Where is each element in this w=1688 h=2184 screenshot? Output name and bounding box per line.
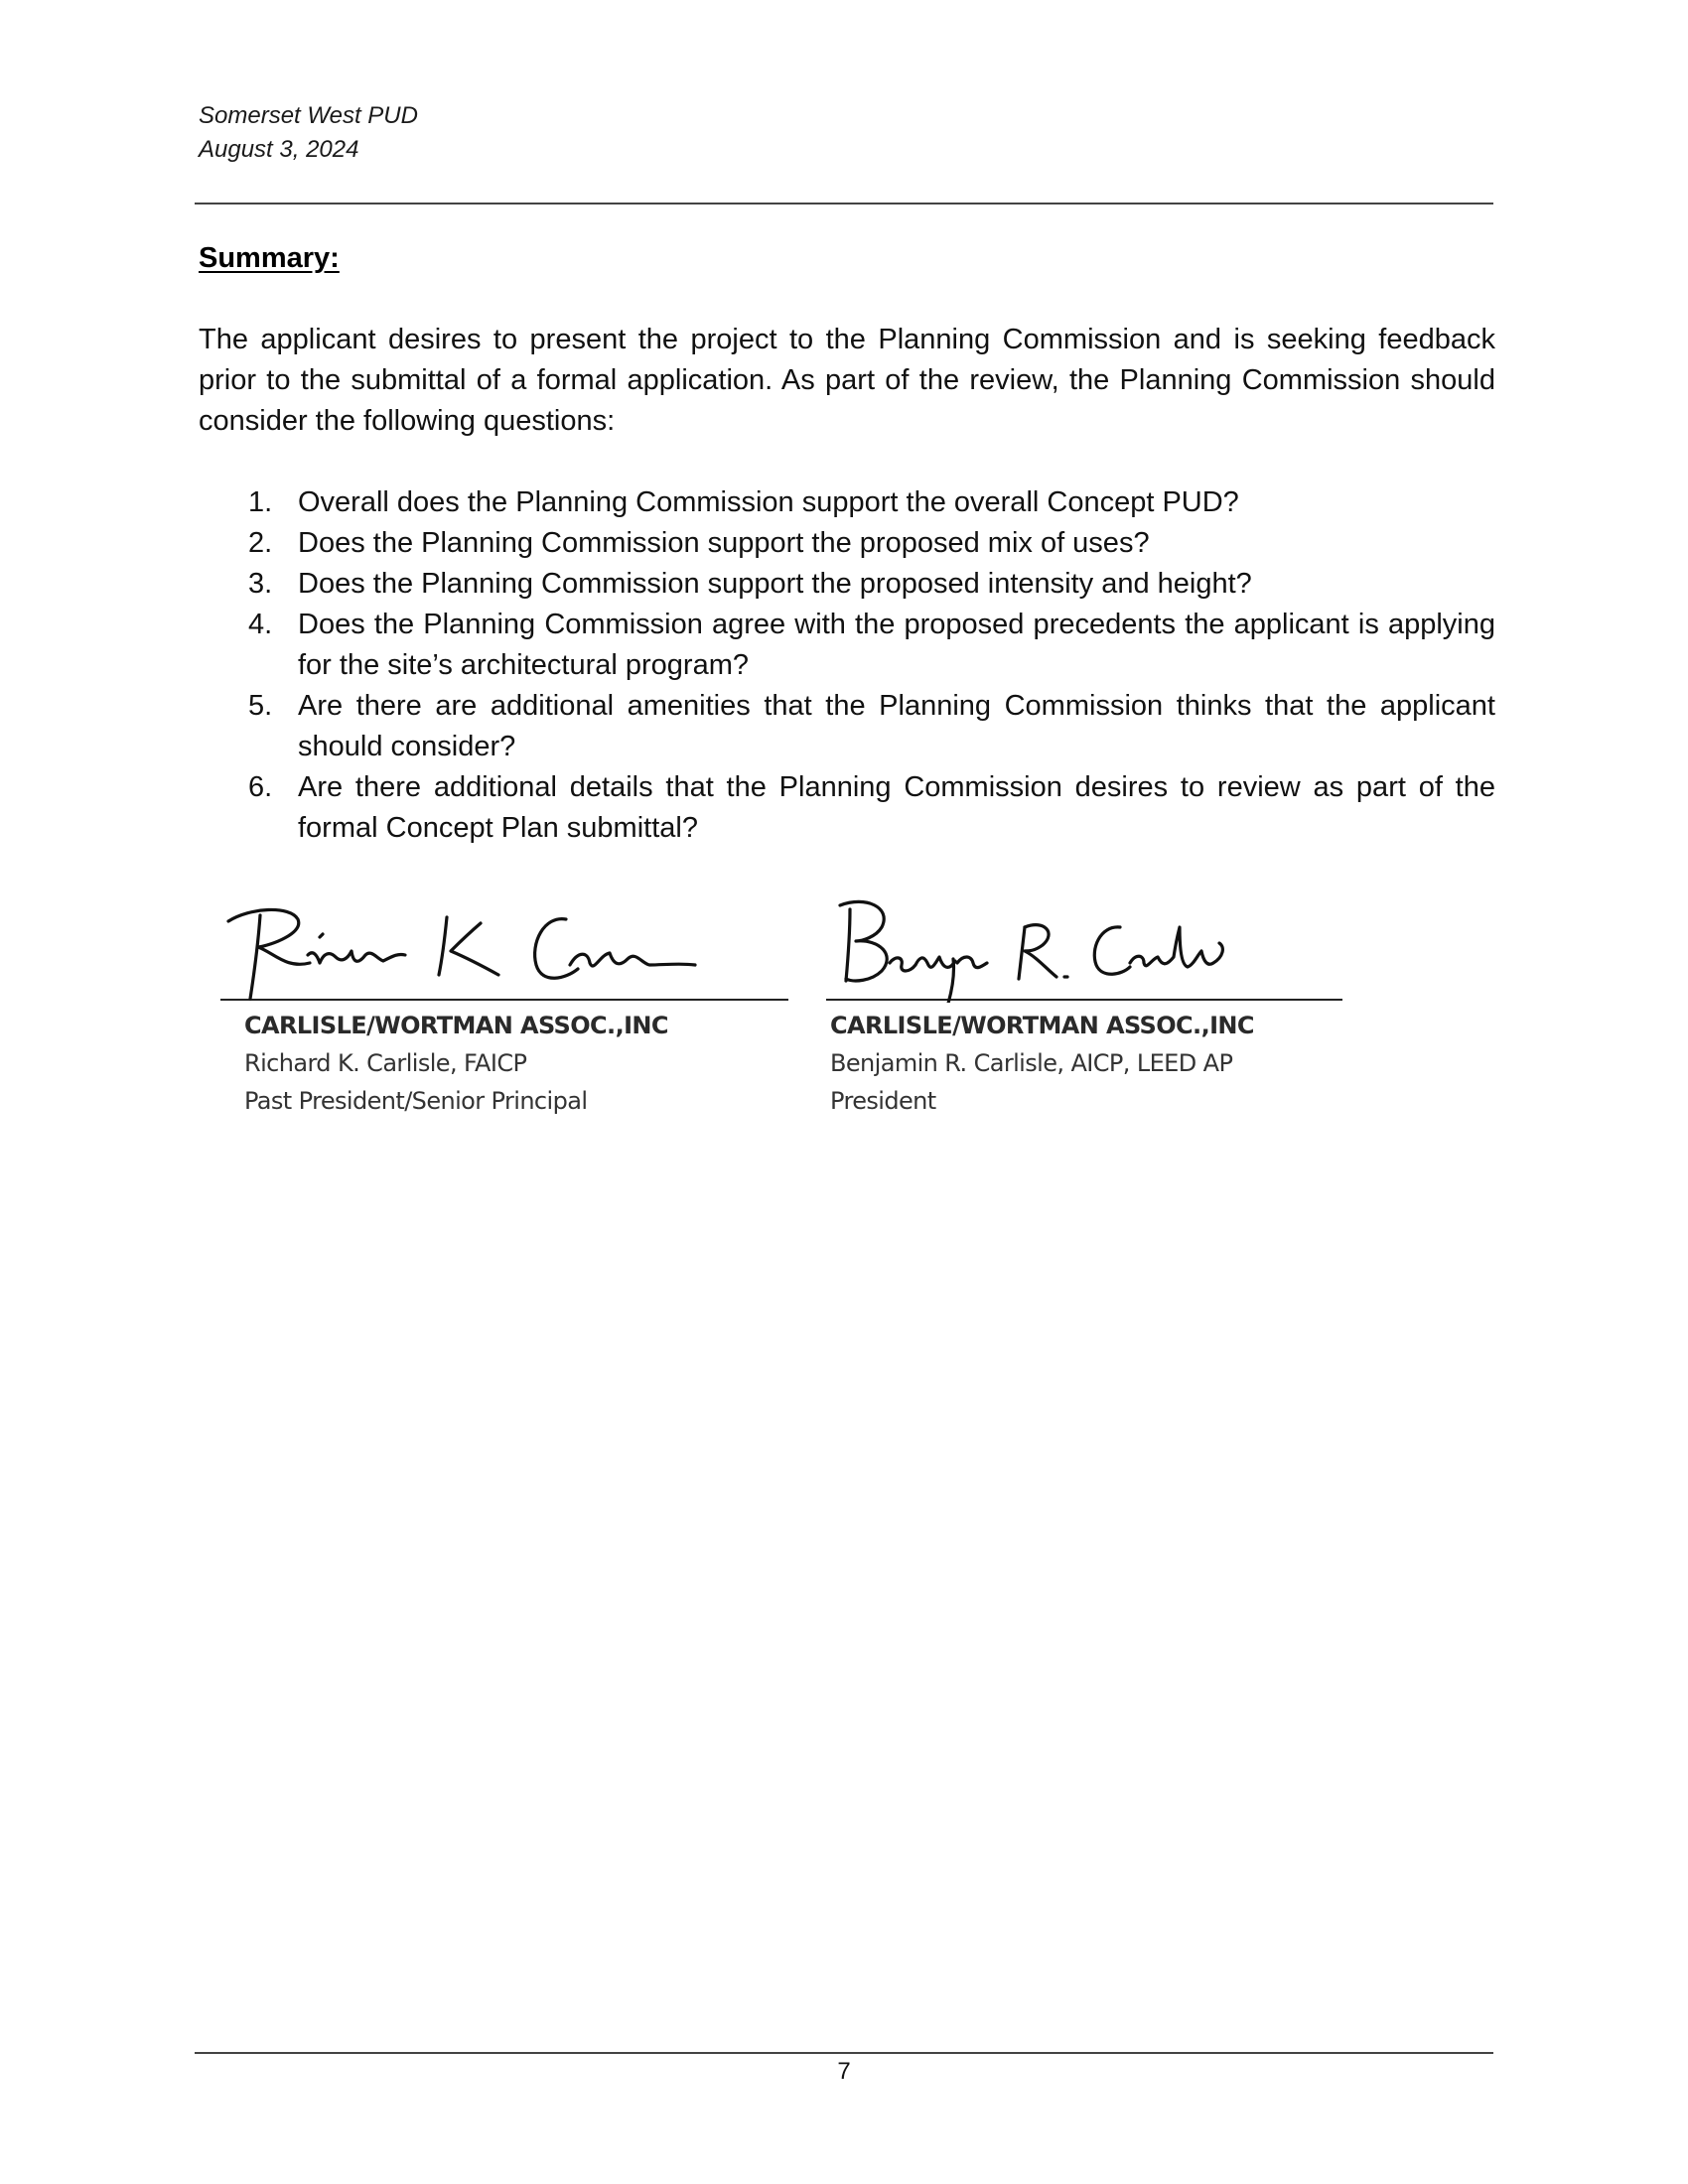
signer-name: Richard K. Carlisle, FAICP: [244, 1049, 527, 1077]
list-item-text: Does the Planning Commission support the proposed mix of uses?: [298, 527, 1150, 559]
list-item: [199, 564, 1495, 605]
list-item-number: 6.: [248, 771, 273, 803]
list-item: [199, 523, 1495, 564]
signature-line: [826, 999, 1342, 1001]
list-item-number: 5.: [248, 690, 273, 722]
signature-text: [826, 1007, 1342, 1120]
signer-name: Benjamin R. Carlisle, AICP, LEED AP: [830, 1049, 1233, 1077]
list-item-number: 1.: [248, 486, 273, 518]
list-item: [199, 686, 1495, 767]
handwritten-signature-richard: [220, 893, 788, 1003]
list-item-number: 2.: [248, 527, 273, 559]
list-item-text: Are there are additional amenities that the Planning Commission thinks that the applicant should consider?: [298, 690, 1495, 762]
signature-line: [220, 999, 788, 1001]
signer-title: President: [830, 1087, 936, 1115]
list-item-text: Does the Planning Commission agree with the proposed precedents the applicant is applying for the site’s architectural program?: [298, 609, 1495, 681]
signature-block-richard: [220, 893, 788, 1120]
header-project-name: Somerset West PUD: [199, 102, 418, 129]
page-header: [199, 99, 418, 167]
list-item-text: Are there additional details that the Planning Commission desires to review as part of the formal Concept Plan submittal?: [298, 771, 1495, 844]
footer-divider: [195, 2052, 1493, 2054]
page-number: 7: [837, 2058, 851, 2085]
list-item-text: Overall does the Planning Commission support the overall Concept PUD?: [298, 486, 1239, 518]
summary-intro: The applicant desires to present the project to the Planning Commission and is seeking feedback prior to the submittal of a formal application. As part of the review, the Planning Commission should consider the following questions:: [199, 324, 1495, 437]
list-item-number: 3.: [248, 568, 273, 600]
signer-firm: CARLISLE/WORTMAN ASSOC.,INC: [830, 1012, 1254, 1039]
signature-text: [220, 1007, 788, 1120]
summary-heading: Summary:: [199, 242, 340, 274]
list-item: [199, 605, 1495, 686]
signer-firm: CARLISLE/WORTMAN ASSOC.,INC: [244, 1012, 668, 1039]
list-item: [199, 482, 1495, 523]
handwritten-signature-benjamin: [826, 893, 1342, 1003]
list-item-number: 4.: [248, 609, 273, 640]
signer-title: Past President/Senior Principal: [244, 1087, 588, 1115]
list-item: [199, 767, 1495, 849]
question-list: [199, 482, 1495, 849]
signature-block-benjamin: [826, 893, 1342, 1120]
list-item-text: Does the Planning Commission support the proposed intensity and height?: [298, 568, 1252, 600]
header-divider: [195, 203, 1493, 205]
header-date: August 3, 2024: [199, 136, 359, 163]
